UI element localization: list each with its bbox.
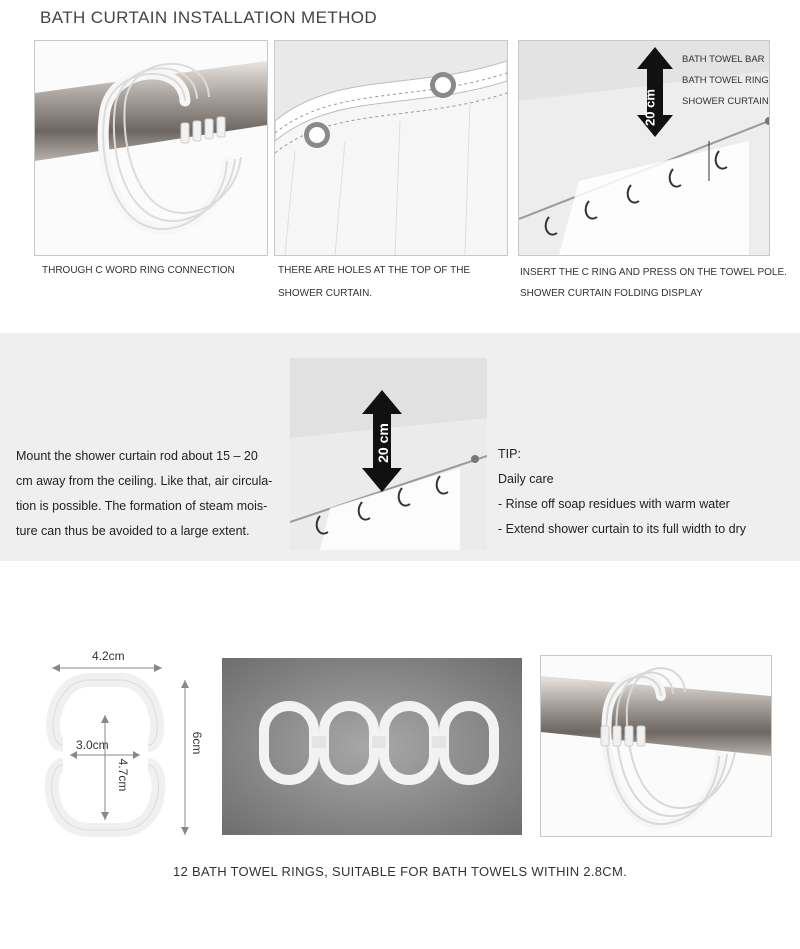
tip-item: - Extend shower curtain to its full width to dry bbox=[498, 522, 747, 536]
tip-subheading: Daily care bbox=[498, 472, 554, 486]
ring-width-label: 4.2cm bbox=[92, 649, 125, 663]
ring-inner-width-label: 3.0cm bbox=[76, 738, 109, 752]
page-title: BATH CURTAIN INSTALLATION METHOD bbox=[40, 8, 378, 27]
tip-heading: TIP: bbox=[498, 447, 521, 461]
label-shower-curtain: SHOWER CURTAIN bbox=[682, 96, 769, 107]
step3-caption-line2: SHOWER CURTAIN FOLDING DISPLAY bbox=[520, 288, 703, 299]
label-bath-towel-ring: BATH TOWEL RING bbox=[682, 75, 769, 86]
mounting-line: ture can thus be avoided to a large extent. bbox=[16, 524, 250, 538]
footer-caption: 12 BATH TOWEL RINGS, SUITABLE FOR BATH TOWELS WITHIN 2.8CM. bbox=[173, 864, 627, 879]
dimension-label-middle: 20 cm bbox=[375, 423, 391, 463]
mounting-text bbox=[16, 444, 286, 544]
curtain-grommets-photo bbox=[274, 40, 508, 256]
tip-box bbox=[498, 442, 798, 542]
mounting-line: Mount the shower curtain rod about 15 – 20 bbox=[16, 449, 258, 463]
step1-caption: THROUGH C WORD RING CONNECTION bbox=[42, 265, 235, 276]
ring-height-label: 6cm bbox=[190, 731, 204, 755]
dimension-label-top: 20 cm bbox=[642, 89, 658, 126]
tip-item: - Rinse off soap residues with warm water bbox=[498, 497, 730, 511]
label-bath-towel-bar: BATH TOWEL BAR bbox=[682, 54, 765, 65]
mounting-line: cm away from the ceiling. Like that, air circula- bbox=[16, 474, 273, 488]
ring-strip-photo bbox=[222, 658, 522, 835]
ring-on-rod-closeup-photo bbox=[540, 655, 772, 837]
ring-on-rod-photo bbox=[34, 40, 268, 256]
step2-caption-line1: THERE ARE HOLES AT THE TOP OF THE bbox=[278, 265, 471, 276]
ring-inner-height-label: 4.7cm bbox=[116, 758, 130, 792]
rod-diagram-photo bbox=[518, 40, 770, 256]
step2-caption-line2: SHOWER CURTAIN. bbox=[278, 288, 373, 299]
mounting-line: tion is possible. The formation of steam mois- bbox=[16, 499, 268, 513]
step3-caption-line1: INSERT THE C RING AND PRESS ON THE TOWEL POLE. bbox=[520, 267, 787, 278]
